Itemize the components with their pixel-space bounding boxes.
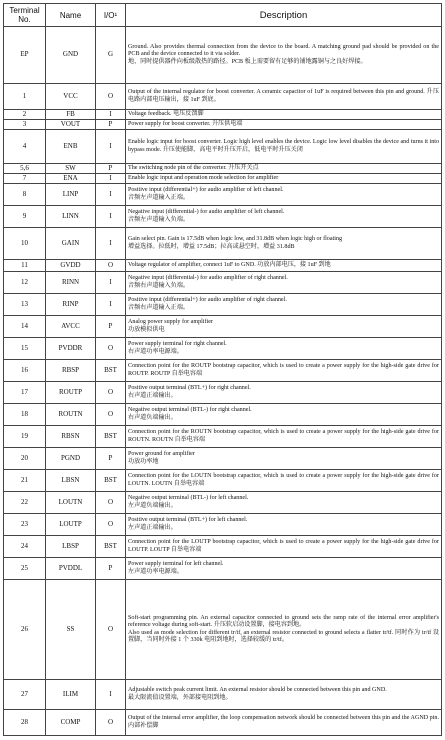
terminal-no-cell: EP <box>4 27 46 84</box>
terminal-no-cell: 12 <box>4 272 46 294</box>
terminal-no-cell: 22 <box>4 492 46 514</box>
pin-name-cell: ILIM <box>46 680 96 710</box>
io-type-cell: O <box>96 492 126 514</box>
pin-name-cell: GND <box>46 27 96 84</box>
description-cell: Connection point for the LOUTP bootstrap capacitor, which is used to create a power supply for the high-side gate drive for LOUTP. LOUTP 自举电容端 <box>126 536 442 558</box>
header-name: Name <box>46 4 96 27</box>
description-cell: Enable logic input for boost converter. Logic high level enables the device. Logic low level disables the device and turns it into bypass mode. 升压使能脚，高电平时升压开启，低电平时升压关闭 <box>126 130 442 164</box>
header-io: I/O¹ <box>96 4 126 27</box>
description-cell: Power supply for boost converter. 升压供电端 <box>126 120 442 130</box>
terminal-no-cell: 5,6 <box>4 164 46 174</box>
table-row <box>4 206 442 228</box>
description-cell: Power ground for amplifier 功放功率地 <box>126 448 442 470</box>
pin-name-cell: RINP <box>46 294 96 316</box>
pin-name-cell: PVDDL <box>46 558 96 580</box>
description-cell: Voltage regulator of amplifier, connect 1uF to GND. 功放内部电压，接 1uF 到地 <box>126 260 442 272</box>
io-type-cell: BST <box>96 470 126 492</box>
terminal-no-cell: 28 <box>4 710 46 736</box>
terminal-no-cell: 13 <box>4 294 46 316</box>
terminal-no-cell: 24 <box>4 536 46 558</box>
pin-name-cell: PVDDR <box>46 338 96 360</box>
pin-name-cell: FB <box>46 110 96 120</box>
table-row <box>4 184 442 206</box>
table-row <box>4 174 442 184</box>
pin-name-cell: RINN <box>46 272 96 294</box>
pin-description-table <box>3 3 442 736</box>
description-cell: Voltage feedback. 电压反馈脚 <box>126 110 442 120</box>
pin-name-cell: RBSP <box>46 360 96 382</box>
table-row <box>4 426 442 448</box>
io-type-cell: O <box>96 338 126 360</box>
pin-name-cell: SW <box>46 164 96 174</box>
terminal-no-cell: 23 <box>4 514 46 536</box>
table-row <box>4 360 442 382</box>
io-type-cell: O <box>96 710 126 736</box>
table-row <box>4 404 442 426</box>
terminal-no-cell: 7 <box>4 174 46 184</box>
table-row <box>4 558 442 580</box>
io-type-cell: I <box>96 680 126 710</box>
description-cell: Connection point for the LOUTN bootstrap capacitor, which is used to create a power supply for the high-side gate drive for LOUTN. LOUTN 自举电容端 <box>126 470 442 492</box>
description-cell: Analog power supply for amplifier 功放模拟供电 <box>126 316 442 338</box>
table-row <box>4 338 442 360</box>
description-cell: Power supply terminal for right channel. 右声道功率电源端。 <box>126 338 442 360</box>
description-cell: Connection point for the ROUTN bootstrap capacitor, which is used to create a power supply for the high-side gate drive for ROUTN. ROUTN 自举电容端 <box>126 426 442 448</box>
description-cell: Ground. Also provides thermal connection from the device to the board. A matching ground pad should be provided on the PCB and the device connected to it via solder. 地，同时提供器件向板级散热的路径。PCB 板上需要留有足够的铺地露铜与之良好焊接。 <box>126 27 442 84</box>
pin-name-cell: LBSP <box>46 536 96 558</box>
terminal-no-cell: 19 <box>4 426 46 448</box>
io-type-cell: I <box>96 228 126 260</box>
pin-name-cell: PGND <box>46 448 96 470</box>
pin-name-cell: COMP <box>46 710 96 736</box>
terminal-no-cell: 8 <box>4 184 46 206</box>
pin-name-cell: LOUTP <box>46 514 96 536</box>
description-cell: Positive input (differential+) for audio amplifier of right channel. 音频右声道输入正端。 <box>126 294 442 316</box>
terminal-no-cell: 18 <box>4 404 46 426</box>
terminal-no-cell: 9 <box>4 206 46 228</box>
io-type-cell: P <box>96 558 126 580</box>
io-type-cell: O <box>96 84 126 110</box>
description-cell: Output of the internal error amplifier, the loop compensation network should be connected between this pin and the AGND pin. 内部补偿脚 <box>126 710 442 736</box>
description-cell: The switching node pin of the converter. 升压开关点 <box>126 164 442 174</box>
io-type-cell: I <box>96 110 126 120</box>
table-header-row <box>4 4 442 27</box>
io-type-cell: I <box>96 206 126 228</box>
table-row <box>4 84 442 110</box>
terminal-no-cell: 2 <box>4 110 46 120</box>
pin-name-cell: LOUTN <box>46 492 96 514</box>
terminal-no-cell: 10 <box>4 228 46 260</box>
table-row <box>4 492 442 514</box>
table-row <box>4 470 442 492</box>
terminal-no-cell: 14 <box>4 316 46 338</box>
io-type-cell: P <box>96 164 126 174</box>
pin-name-cell: LINP <box>46 184 96 206</box>
pin-name-cell: LBSN <box>46 470 96 492</box>
description-cell: Negative input (differential-) for audio amplifier of left channel. 音频左声道输入负端。 <box>126 206 442 228</box>
header-terminal-no: Terminal No. <box>4 4 46 27</box>
table-row <box>4 580 442 680</box>
pin-name-cell: AVCC <box>46 316 96 338</box>
description-cell: Negative output terminal (BTL-) for left channel. 左声道负端输出。 <box>126 492 442 514</box>
io-type-cell: O <box>96 382 126 404</box>
io-type-cell: G <box>96 27 126 84</box>
pin-name-cell: ROUTP <box>46 382 96 404</box>
pin-name-cell: VOUT <box>46 120 96 130</box>
io-type-cell: BST <box>96 360 126 382</box>
terminal-no-cell: 15 <box>4 338 46 360</box>
terminal-no-cell: 3 <box>4 120 46 130</box>
description-cell: Power supply terminal for left channel. 左声道功率电源端。 <box>126 558 442 580</box>
table-row <box>4 448 442 470</box>
pin-name-cell: ENA <box>46 174 96 184</box>
terminal-no-cell: 4 <box>4 130 46 164</box>
description-cell: Gain select pin. Gain is 17.5dB when logic low, and 31.8dB when logic high or floating 增益选择。拉低时，增益 17.5dB；拉高或悬空时，增益 31.8dB <box>126 228 442 260</box>
terminal-no-cell: 17 <box>4 382 46 404</box>
pin-name-cell: RBSN <box>46 426 96 448</box>
io-type-cell: O <box>96 404 126 426</box>
table-row <box>4 536 442 558</box>
io-type-cell: P <box>96 120 126 130</box>
pin-table-container <box>3 3 442 736</box>
table-row <box>4 120 442 130</box>
table-body <box>4 27 442 736</box>
table-row <box>4 514 442 536</box>
io-type-cell: O <box>96 260 126 272</box>
table-row <box>4 164 442 174</box>
pin-name-cell: ENB <box>46 130 96 164</box>
terminal-no-cell: 27 <box>4 680 46 710</box>
io-type-cell: P <box>96 316 126 338</box>
description-cell: Negative input (differential-) for audio amplifier of right channel. 音频右声道输入负端。 <box>126 272 442 294</box>
table-row <box>4 130 442 164</box>
io-type-cell: I <box>96 184 126 206</box>
terminal-no-cell: 21 <box>4 470 46 492</box>
io-type-cell: P <box>96 448 126 470</box>
description-cell: Connection point for the ROUTP bootstrap capacitor, which is used to create a power supply for the high-side gate drive for ROUTP. ROUTP 自举电容端 <box>126 360 442 382</box>
table-row <box>4 260 442 272</box>
description-cell: Positive input (differential+) for audio amplifier of left channel. 音频左声道输入正端。 <box>126 184 442 206</box>
table-row <box>4 680 442 710</box>
terminal-no-cell: 16 <box>4 360 46 382</box>
terminal-no-cell: 20 <box>4 448 46 470</box>
table-row <box>4 316 442 338</box>
description-cell: Positive output terminal (BTL+) for left channel. 左声道正端输出。 <box>126 514 442 536</box>
pin-name-cell: ROUTN <box>46 404 96 426</box>
io-type-cell: BST <box>96 426 126 448</box>
io-type-cell: I <box>96 174 126 184</box>
io-type-cell: I <box>96 130 126 164</box>
table-row <box>4 294 442 316</box>
header-description: Description <box>126 4 442 27</box>
description-cell: Negative output terminal (BTL-) for right channel. 右声道负端输出。 <box>126 404 442 426</box>
table-row <box>4 272 442 294</box>
table-row <box>4 110 442 120</box>
io-type-cell: BST <box>96 536 126 558</box>
pin-name-cell: VCC <box>46 84 96 110</box>
table-row <box>4 382 442 404</box>
description-cell: Positive output terminal (BTL+) for right channel. 右声道正端输出。 <box>126 382 442 404</box>
pin-name-cell: GAIN <box>46 228 96 260</box>
pin-name-cell: GVDD <box>46 260 96 272</box>
table-row <box>4 27 442 84</box>
pin-name-cell: LINN <box>46 206 96 228</box>
description-cell: Enable logic input and operation mode selection for amplifier <box>126 174 442 184</box>
pin-name-cell: SS <box>46 580 96 680</box>
terminal-no-cell: 11 <box>4 260 46 272</box>
description-cell: Output of the internal regulator for boost converter. A ceramic capacitor of 1uF is required between this pin and ground. 升压电路内部电压输出，接 1uF 到底。 <box>126 84 442 110</box>
io-type-cell: I <box>96 294 126 316</box>
io-type-cell: O <box>96 514 126 536</box>
io-type-cell: I <box>96 272 126 294</box>
description-cell: Soft-start programming pin. An external capacitor connected to ground sets the ramp rate of the internal error amplifier's reference voltage during soft-start. 升压软启动设置脚，接电容到地。 Also used as mode selection for different tr/tf, an external resistor connected to ground selects a flatter tr/tf. 同时作为 tr/tf 设置脚，当同时外接 1 个 330k 电阻到地时，选择较缓的 tr/tf。 <box>126 580 442 680</box>
terminal-no-cell: 25 <box>4 558 46 580</box>
io-type-cell: O <box>96 580 126 680</box>
terminal-no-cell: 26 <box>4 580 46 680</box>
description-cell: Adjustable switch peak current limit. An external resistor should be connected between this pin and GND. 最大限流值设置端，外部接电阻到地。 <box>126 680 442 710</box>
terminal-no-cell: 1 <box>4 84 46 110</box>
table-row <box>4 710 442 736</box>
table-row <box>4 228 442 260</box>
